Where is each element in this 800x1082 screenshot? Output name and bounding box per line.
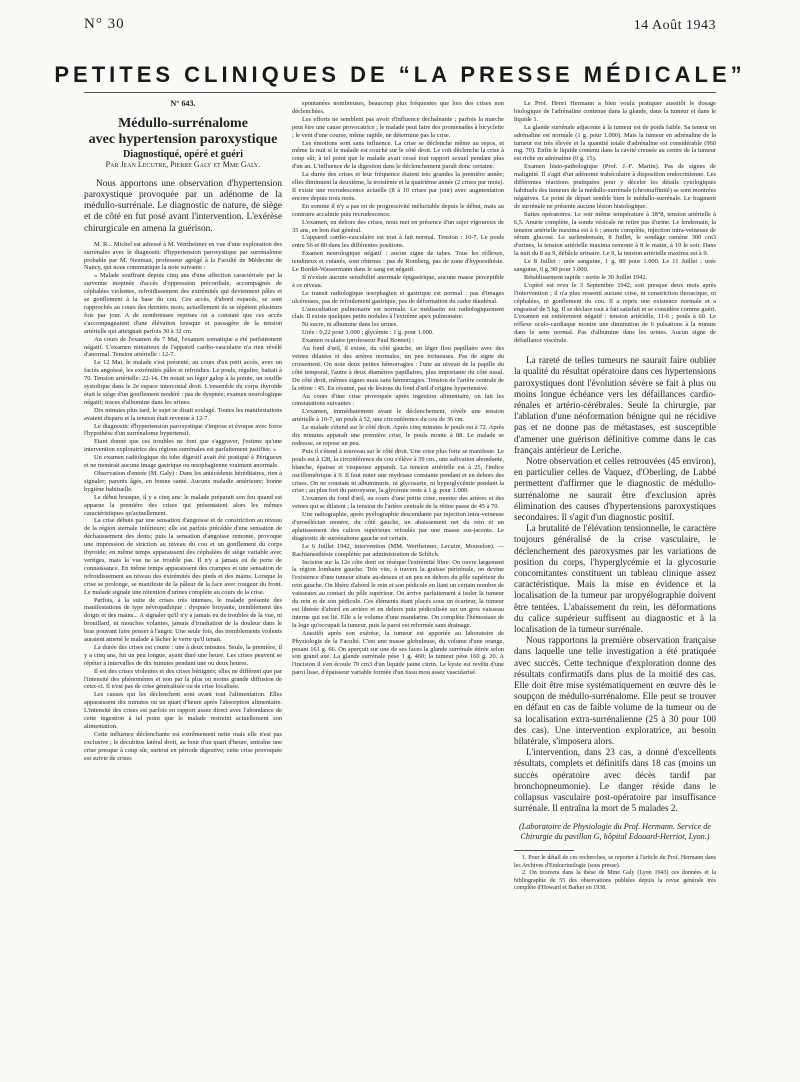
article-title-line2: avec hypertension paroxystique [88, 131, 278, 147]
article-title-line1: Médullo-surrénalome [118, 115, 248, 131]
body-paragraph: Au fond d'œil, il existe, du côté gauche, un léger flou papillaire avec des veines dilatées et des artères normales, un peu tortueuses. Pas de signe du croisement. On note deux petites hémorragies : l'une au niveau de la papille du côté temporal, l'autre à deux diamètres papillaires, plus importante du côté nasal. Du côté droit, mêmes signes mais sans hémorragies. Tension de l'artère centrale de la rétine : 45. En résumé, pas de lésions du fond d'œil d'origine hypertensive. [292, 345, 504, 392]
body-paragraph: L'examen, immédiatement avant le déclenchement, révèle une tension artérielle à 10-7, un pouls à 52, une circonférence du cou de 36 cm. [292, 408, 504, 424]
body-paragraph: Au cours d'une crise provoquée après ingestion alimentaire, on fait les constatations suivantes : [292, 392, 504, 408]
discussion-paragraph: La brutalité de l'élévation tensionnelle, le caractère toujours généralisé de la crise vasculaire, le déclenchement des paroxysmes par les variations de position du corps, l'hyperglycémie et la glycosurie concomitantes constituent un tableau clinique assez caractéristique. Mais la mise en évidence et la localisation de la tumeur par uropyélographie doivent être tentées. L'abaissement du rein, les déformations du calice supérieur suffisent au diagnostic et à la localisation de la tumeur surrénale. [514, 523, 716, 634]
body-paragraph: La crise débute par une sensation d'angoisse et de constriction au niveau de la région sternale inférieure; elle est parfois précédée d'une sensation de déchaussement des dents; puis la sensation d'angoisse remonte, provoque une impression de striction au niveau du cou et un gonflement du corps thyroïde; en même temps apparaissent des céphalées de siège variable avec vertiges, mais la vue ne se trouble pas. Il n'y a jamais eu de perte de connaissance. En même temps apparaissent des crampes et une sensation de refroidissement au niveau des extrémités des pieds et des mains. Lorsque la crise se prolonge, se manifeste de la pâleur de la face avec rougeur du front. Le malade signale une rétention d'urines complète au cours de la crise. [84, 517, 282, 596]
body-paragraph: Puis il s'étend à nouveau sur le côté droit. Une crise plus forte se manifeste. Le pouls est à 128, la circonférence du cou s'élève à 39 cm., une salivation abondante, blanche, épaisse et visqueuse apparaît. La tension artérielle est à 25, l'indice oscillométrique à 9. Il faut noter une mydriase constante pendant et en dehors des crises. On ne constate ni albuminurie, ni glycosurie, ni hyperglycémie pendant la crise ; au plus fort du paroxysme, la glycémie reste à 1 g. pour 1.000. [292, 447, 504, 495]
laboratory-credit: (Laboratoire de Physiologie du Prof. Hermann. Service de Chirurgie du pavillon G, hôpital Edouard-Herriot, Lyon.) [519, 822, 711, 842]
article-authors: Par Jean Lecutre, Pierre Galy et Mme Galy. [105, 159, 261, 169]
body-paragraph: En somme il n'y a pas eu de progressivité inéluctable depuis le début, mais au contraire accalmie puis recrudescence. [292, 202, 504, 218]
body-paragraph: Examen neurologique négatif : aucun signe de tabes. Tous les réflexes, tendineux et cutanés, sont obtenus : pas de Romberg, pas de zone d'hypoesthésie. Le Bordet-Wassermann dans le sang est négatif. [292, 250, 504, 274]
body-paragraph: Examen histo-pathologique (Prof. J.-F. Martin). Pas de signes de malignité. Il s'agit d'un adénome trabéculaire à disposition endocrinienne. Les différentes réactions pratiquées pour y déceler les détails cytologiques habituels des tumeurs de la médullo-surrénale (chromaffinité) se sont montrées négatives. Le point de départ semble bien le médullo-surrénale. Le fragment de surrénale ne présente aucune lésion histologique. [514, 163, 716, 210]
body-paragraph: Etant donné que ces troubles ne font que s'aggraver, j'estime qu'une intervention exploratrice des régions surrénales est parfaitement justifiée. » [84, 438, 282, 454]
discussion-paragraph: La rareté de telles tumeurs ne saurait faire oublier la qualité du résultat opératoire dans ces hypertensions paroxystiques dont l'évolution sévère se fait à plus ou moins longue échéance vers les défaillances cardio-rénales et artério-cérébrales. Seule la chirurgie, par l'ablation d'une néoformation bénigne qui ne récidive pas et ne donne pas de métastases, est susceptible d'amener une guérison définitive comme dans le cas français antérieur de Leriche. [514, 355, 716, 455]
issue-date: 14 Août 1943 [633, 18, 716, 33]
column-1 [84, 100, 282, 1060]
body-paragraph: Le 12 Mai, le malade s'est présenté, au cours d'un petit accès, avec un faciès angoissé, les extrémités pâles et refroidies. Le pouls, régulier, battait à 70. Tension artérielle: 22-14. On notait un léger galop à la pointe, un souffle systolique dans le 2e espace intercostal droit. L'ensemble du corps thyroïde était le siège d'un gonflement modéré : pas de dyspnée; examen neurologique négatif; traces d'albumine dans les urines. [84, 359, 282, 406]
body-paragraph: Le transit radiologique œsophagien et gastrique est normal : pas d'images ulcéreuses, pas de refoulement gastrique, pas de déformation du cadre duodénal. [292, 289, 504, 305]
body-paragraph: Urée : 0,22 pour 1.000 ; glycémie : 1 g. pour 1.000. [302, 329, 434, 337]
body-paragraph: Le Prof. Henri Hermann a bien voulu pratiquer aussitôt le dosage biologique de l'adrénaline contenue dans la glande, dans la tumeur et dans le liquide 1. [514, 100, 716, 123]
body-paragraph: Le diagnostic d'hypertension paroxystique s'impose et évoque avec force l'hypothèse d'un surrénalome hypertensif. [84, 422, 282, 438]
header-rule [84, 92, 716, 93]
body-paragraph: L'appareil cardio-vasculaire est tout à fait normal. Tension : 10-7. Le pouls entre 56 et 80 dans les différentes positions. [292, 234, 504, 250]
discussion-section [514, 355, 716, 814]
body-paragraph: Dix minutes plus tard, le sujet se disait soulagé. Toutes les manifestations avaient disparu et la tension était revenue à 12-7. [84, 406, 282, 422]
footnotes [514, 855, 716, 892]
body-paragraph: Observation d'entrée (M. Galy) : Dans les antécédents héréditaires, rien à signaler; parents âgés, en bonne santé. Aucune maladie antérieure; bonne hygiène habituelle. [84, 470, 282, 493]
article-subtitle: Diagnostiqué, opéré et guéri [123, 148, 243, 160]
body-paragraph: La durée des crises est courte : une à deux minutes. Seule, la première, il y a cinq ans, fut un peu longue, ayant duré une heure. Les crises peuvent se répéter à intervalles de dix minutes pendant une ou deux heures. [84, 643, 282, 667]
body-paragraph: Le malade s'étend sur le côté droit. Après cinq minutes le pouls est à 72. Après dix minutes apparaît une première crise, le pouls monte à 88. Le malade se redresse, se repose un peu. [292, 424, 504, 447]
body-paragraph: Rétablissement rapide : sortie le 30 Juillet 1942. [524, 273, 648, 281]
body-paragraph: Au cours de l'examen du 7 Mai, l'examen somatique a été parfaitement négatif. L'examen minutieux de l'appareil cardio-vasculaire n'a rien révélé d'anormal. Tension artérielle : 12-7. [84, 335, 282, 359]
body-paragraph: M. R... Michel est adressé à M. Wertheimer en vue d'une exploration des surrénales avec le diagnostic d'hypertension paroxystique par surrénalome probable par M. Neuman, professeur agrégé à la Faculté de Médecine de Nancy, qui nous communique la note suivante : [84, 240, 282, 272]
body-paragraph: Un examen radiologique du tube digestif avait été pratiqué à Périgueux et ne montrait aucune image gastrique ou œsophagienne vraiment anormale. [84, 454, 282, 470]
footnote-rule [514, 850, 574, 851]
body-paragraph: Ni sucre, ni albumine dans les urines. [302, 321, 398, 329]
body-paragraph: Les émotions sont sans influence. La crise se déclenche même au repos, et même la nuit si le malade est couché sur le côté droit. Le coït déclenche la crise à coup sûr, à tel point que le malade avait cessé tout rapport sexuel pendant plus d'un an. L'influence de la digestion dans le déclenchement paraît donc certaine. [292, 139, 504, 171]
body-paragraph: Les causes qui les déclenchent sont avant tout l'alimentation. Elles apparaissent dix minutes ou un quart d'heure après l'absorption alimentaire. L'intensité des crises est parfois en rapport assez direct avec l'abondance de cette ingestion à tel point que le malade restreint actuellement son alimentation. [84, 691, 282, 731]
body-paragraph: Les efforts ne semblent pas avoir d'influence déchaînante ; parfois la marche peut être une cause provocatrice ; le malade peut faire des promenades à bicyclette ; le vent d'une course, même rapide, ne détermine pas la crise. [292, 115, 504, 139]
body-paragraph: L'opéré est revu le 3 Septembre 1942, soit presque deux mois après l'intervention ; il n'a plus ressenti aucune crise, ni constriction thoracique, ni céphalées, ni gonflement du cou. Il a repris une existence normale et a engraissé de 5 kg. Il se déclare tout à fait satisfait et se considère comme guéri. L'examen est entièrement négatif : tension artérielle, 11-6 ; pouls à 60. Le réflexe oculo-cardiaque montre une diminution de 6 pulsations à la minute dans le sens normal. Pas d'albumine dans les urines. Aucun signe de défaillance viscérale. [514, 281, 716, 345]
column-3 [514, 100, 716, 1060]
body-paragraph: Il n'existe aucune sensibilité anormale épigastrique, aucune masse perceptible à ce niveau. [292, 273, 504, 289]
body-paragraph: La glande surrénale adjacente à la tumeur est de poids faible. Sa teneur en adrénaline est normale (1 g. pour 1.000). Mais la tumeur en adrénaline de la tumeur est très élevée et la quantité totale d'adrénaline est considérable (960 mg. 70). Enfin le liquide contenu dans la cavité creusée au centre de la tumeur est riche en adrénaline (0 g. 15). [514, 123, 716, 163]
body-paragraph: Incision sur la 12e côte dont on résèque l'extrémité libre. On ouvre largement la région lombaire gauche. Très vite, à travers la graisse périrénale, on devine l'existence d'une tumeur située au-dessus et un peu en dehors du pôle supérieur du rein gauche. On libère d'abord le rein et son pédicule en liant un certain nombre de vaisseaux au contact du pôle supérieur. On arrive parfaitement à isoler la tumeur du rein et de son pédicule. Ces éléments étant placés sous un écarteur, la tumeur est libérée d'abord en arrière et en dehors puis pédiculisée sur un gros vaisseau interne qui est lié. Elle a le volume d'une mandarine. On complète l'hémostase de la loge qu'occupait la tumeur, puis la paroi est refermée sans drainage. [292, 558, 504, 629]
journal-title: PETITES CLINIQUES DE “LA PRESSE MÉDICALE” [54, 62, 746, 87]
body-paragraph: « Malade souffrant depuis cinq ans d'une affection caractérisée par la survenue inopinée d'accès d'oppression précordiale, accompagnés de céphalées violentes, refroidissement des extrémités qui deviennent pâles et se gonflement à la base du cou. Ces accès, d'abord espacés, se sont rapprochés au cours des derniers mois; actuellement ils se répètent plusieurs fois par jour. A de nombreuses reprises on a constaté que ces accès s'accompagnaient d'une élévation brusque et passagère de la tension artérielle qui atteignait parfois 30 à 32 cm. [84, 272, 282, 335]
discussion-paragraph: Notre observation et celles retrouvées (45 environ), en particulier celles de Vaquez, d'Oberling, de Labbé permettent d'affirmer que le diagnostic de médullo-surrénalome ne saurait être d'exclusion après élimination des causes d'hypertensions paroxystiques secondaires. Il s'agit d'un diagnostic positif. [514, 455, 716, 522]
body-paragraph: Une radiographie, après pyélographie descendante par injection intra-veineuse d'uroséléctan montre, du côté gauche, un abaissement net du rein et un aplatissement des calices supérieurs refoulés par une masse sus-jacente. Le diagnostic de surrénalome gauche est certain. [292, 511, 504, 542]
column-2 [292, 100, 504, 1060]
body-paragraph: Il est des crises violentes et des crises bénignes; elles ne diffèrent que par l'intensité des phénomènes et non par la plus ou moins grande diffusion de ceux-ci. Il n'est pas de crise généralisée ou de crise localisée. [84, 667, 282, 691]
body-paragraph: Le 8 Juillet : urée sanguine, 1 g. 80 pour 1.000. Le 11 Juillet : urée sanguine, 0 g. 90 pour 1.000. [514, 258, 716, 274]
body-paragraph: Le 6 Juillet 1942, intervention (MM. Wertheimer, Lecuire, Mouselon). — Rachianesthésie complétée par administration de Schlich. [292, 542, 504, 558]
body-paragraph: L'auscultation pulmonaire est normale. Le médiastin est radiologiquement clair. Il existe quelques petits nodules à l'extrême apex pulmonaire. [292, 305, 504, 321]
body-paragraph: La durée des crises et leur fréquence étaient très grandes la première année; elles diminuent la deuxième, la troisième et la quatrième année (2 crises par mois). Il existe une recrudescence actuelle (8 à 10 crises par jour) avec augmentation encore depuis trois mois. [292, 171, 504, 202]
column-1-body [84, 241, 282, 763]
body-paragraph: Suites opératoires. Le soir même température à 38°8, tension artérielle à 6,5. Anurie complète, la sonde vésicale ne retire pas d'urine. Le lendemain, la tension artérielle maxima est à 6 ; anurie complète, injection intra-veineuse de sérum glucosé. Le surlendemain, 8 Juillet, le sondage ramène 300 cm3 d'urines, la tension artérielle maxima remonte à 8 le matin, à 10 le soir. Dans la nuit du 8 au 9, débâcle urinaire. Le 9, la tension artérielle maxima est à 9. [514, 210, 716, 258]
body-paragraph: Examen oculaire (professeur Paul Bonnet) : [302, 337, 414, 345]
footnote: 1. Pour le détail de ces recherches, se reporter à l'article du Prof. Hermann dans les Archives d'Endocrinologie (sous presse). [514, 855, 716, 869]
discussion-paragraph: Nous rapportons la première observation française dans laquelle une telle investigation a été pratiquée avec succès. Cette technique d'exploration donne des résultats confirmatifs dans plus de la moitié des cas. Elle doit être mise systématiquement en œuvre dès le soupçon de médullo-surrénalome. Elle peut se trouver en défaut en cas de faible volume de la tumeur ou de sa localisation extra-surrénalienne (25 à 30 pour 100 des cas). Une intervention exploratrice, au besoin bilatérale, s'imposera alors. [514, 635, 716, 746]
issue-number: N° 30 [84, 16, 125, 32]
body-paragraph: Aussitôt après son exérèse, la tumeur est apportée au laboratoire de Physiologie de la Faculté. C'est une masse globuleuse, du volume d'une orange, pesant 161 g. 66. On aperçoit sur une de ses faces la glande surrénale étirée selon son grand axe. La glande surrénale pèse 1 g. 460; la tumeur pèse 160 g. 20. A l'incision il s'en écoule 70 cm3 d'un liquide jaune citrin. Le kyste est revêtu d'une paroi lisse, d'épaisseur variable formée d'un tissu mou assez vascularisé. [292, 629, 504, 677]
body-paragraph: Le début brusque, il y a cinq ans: le malade préparait son feu quand est apparue la première des crises qui présentaient alors les mêmes caractéristiques qu'actuellement. [84, 493, 282, 517]
lede-paragraph: Nous apportons une observation d'hypertension paroxystique provoquée par un adénome de la médullo-surrénale. Le diagnostic de nature, de siège et de côté en fut posé avant l'intervention. L'exérèse chirurgicale en amena la guérison. [84, 178, 282, 234]
body-paragraph: Parfois, à la suite de crises très intenses, le malade présente des manifestations de type névropathique : dyspnée bruyante, tremblement des doigts et des mains... A signaler qu'il n'y a jamais eu de troubles de la vue, ni brouillard, ni mouches volantes, jamais d'irradiation de la douleur dans le bras pouvant faire penser à l'angor. Une seule fois, des tremblements violents auraient amené le malade à lâcher le verre qu'il tenait. [84, 596, 282, 644]
body-paragraph: spontanées nombreuses, beaucoup plus fréquentes que lors des crises non déclenchées. [292, 100, 504, 115]
body-paragraph: L'examen du fond d'œil, au cours d'une petite crise, montre des artères et des veines qui se dilatent ; la tension de l'artère centrale de la rétine passe de 45 à 70. [292, 495, 504, 511]
footnote: 2. On trouvera dans la thèse de Mme Galy (Lyon 1943) ces données et la bibliographie de 55 des observations publiées depuis la revue générale très complète d'Howard et Barker en 1938. [514, 870, 716, 892]
body-paragraph: Cette influence déclenchante est extrêmement nette mais elle n'est pas exclusive ; le décubitus latéral droit, au bout d'un quart d'heure, entraîne une crise presque à coup sûr, surtout en période digestive; cette crise provoquée est suivie de crises [84, 730, 282, 762]
body-paragraph: L'examen, en dehors des crises, nous met en présence d'un sujet vigoureux de 35 ans, en bon état général. [292, 218, 504, 234]
discussion-paragraph: L'intervention, dans 23 cas, a donné d'excellents résultats, complets et définitifs dans 18 cas (moins un succès opératoire avec décès tardif par bronchopneumonie). Le danger réside dans le collapsus vasculaire post-opératoire par insuffisance surrénale. Il entraîna la mort de 5 malades 2. [514, 747, 716, 814]
article-number: N° 643. [170, 100, 196, 108]
